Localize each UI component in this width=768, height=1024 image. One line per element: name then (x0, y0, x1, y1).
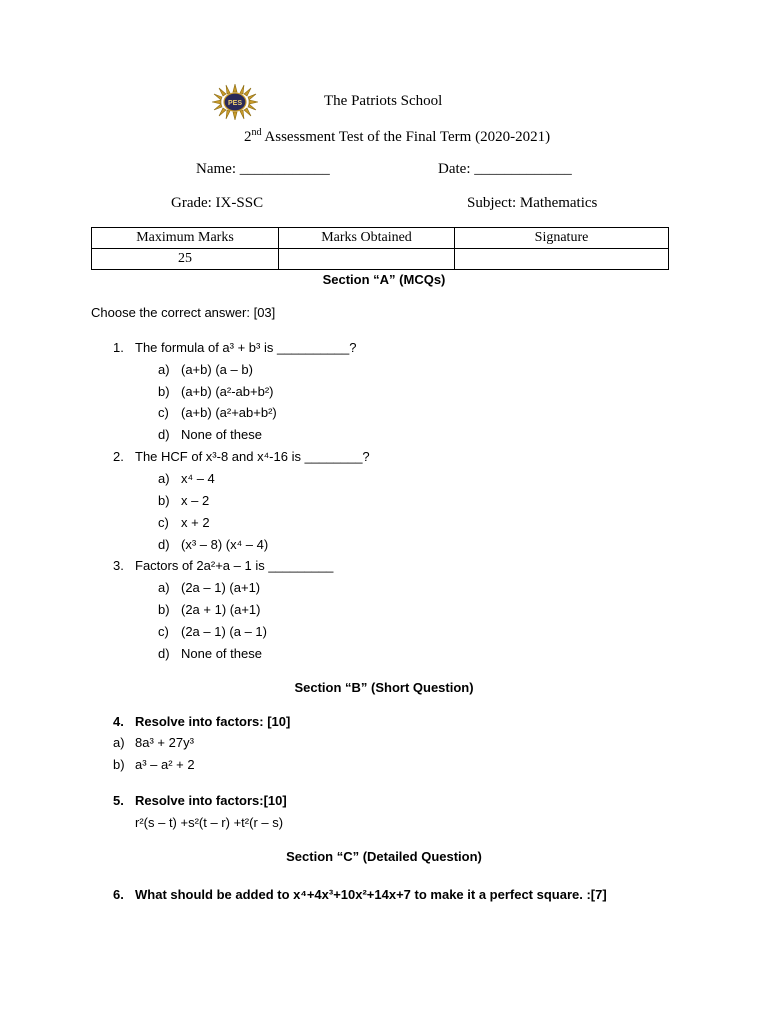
section-a-title: Section “A” (MCQs) (322, 272, 446, 287)
question-2-text: The HCF of x³-8 and x⁴-16 is ________? (135, 449, 370, 464)
cell-marks-obtained[interactable] (279, 249, 455, 270)
question-6-text: What should be added to x⁴+4x³+10x²+14x+7 to make it a perfect square. :[7] (135, 887, 607, 902)
question-5-number: 5. (113, 793, 124, 808)
test-title-ordinal: nd (251, 127, 262, 138)
logo-text: PES (227, 100, 243, 107)
marks-table-row (92, 249, 669, 270)
cell-maximum-marks: 25 (92, 249, 279, 270)
question-5-expression: r²(s – t) +s²(t – r) +t²(r – s) (135, 815, 284, 830)
subject-field: Subject: Mathematics (467, 195, 598, 211)
question-1-number: 1. (113, 340, 124, 355)
option-text: (a+b) (a²+ab+b²) (181, 405, 277, 420)
header-marks-obtained: Marks Obtained (279, 228, 455, 249)
option-label: d) (158, 537, 170, 552)
name-field[interactable]: Name: ____________ (196, 161, 330, 177)
question-6-number: 6. (113, 887, 124, 902)
question-1-text: The formula of a³ + b³ is __________? (135, 340, 357, 355)
header-signature: Signature (455, 228, 669, 249)
test-title (244, 127, 550, 146)
option-text: (a+b) (a – b) (181, 362, 253, 377)
test-title-number: 2 (244, 129, 252, 145)
header-maximum-marks: Maximum Marks (92, 228, 279, 249)
option-label: d) (158, 427, 170, 442)
question-4-text: Resolve into factors: [10] (135, 714, 291, 729)
option-text: None of these (181, 646, 262, 661)
option-text: (x³ – 8) (x⁴ – 4) (181, 537, 269, 552)
option-text: (a+b) (a²-ab+b²) (181, 384, 274, 399)
option-label: c) (158, 515, 169, 530)
option-label: c) (158, 624, 169, 639)
test-title-text: Assessment Test of the Final Term (2020-2021) (261, 129, 551, 145)
option-label: a) (158, 362, 170, 377)
section-b-title: Section “B” (Short Question) (294, 680, 474, 695)
part-text: a³ – a² + 2 (135, 757, 195, 772)
option-label: b) (158, 602, 170, 617)
school-name: The Patriots School (324, 93, 443, 109)
option-text: (2a – 1) (a – 1) (181, 624, 267, 639)
option-label: a) (158, 580, 170, 595)
marks-table-header-row (92, 228, 669, 249)
part-text: 8a³ + 27y³ (135, 735, 194, 750)
section-a-instruction: Choose the correct answer: [03] (91, 305, 276, 320)
option-label: a) (158, 471, 170, 486)
grade-field: Grade: IX-SSC (171, 195, 264, 211)
part-label: a) (113, 735, 125, 750)
question-5-text: Resolve into factors:[10] (135, 793, 287, 808)
cell-signature[interactable] (455, 249, 669, 270)
question-2-number: 2. (113, 449, 124, 464)
option-label: c) (158, 405, 169, 420)
option-label: b) (158, 493, 170, 508)
question-3-text: Factors of 2a²+a – 1 is _________ (135, 558, 334, 573)
question-3-number: 3. (113, 558, 124, 573)
option-text: x⁴ – 4 (181, 471, 215, 486)
part-label: b) (113, 757, 125, 772)
school-logo (212, 84, 258, 120)
option-label: d) (158, 646, 170, 661)
option-label: b) (158, 384, 170, 399)
option-text: (2a + 1) (a+1) (181, 602, 261, 617)
question-4-number: 4. (113, 714, 124, 729)
section-c-title: Section “C” (Detailed Question) (286, 849, 482, 864)
option-text: x – 2 (181, 493, 210, 508)
option-text: (2a – 1) (a+1) (181, 580, 261, 595)
option-text: None of these (181, 427, 262, 442)
date-field[interactable]: Date: _____________ (438, 161, 572, 177)
marks-table (91, 227, 669, 270)
option-text: x + 2 (181, 515, 210, 530)
